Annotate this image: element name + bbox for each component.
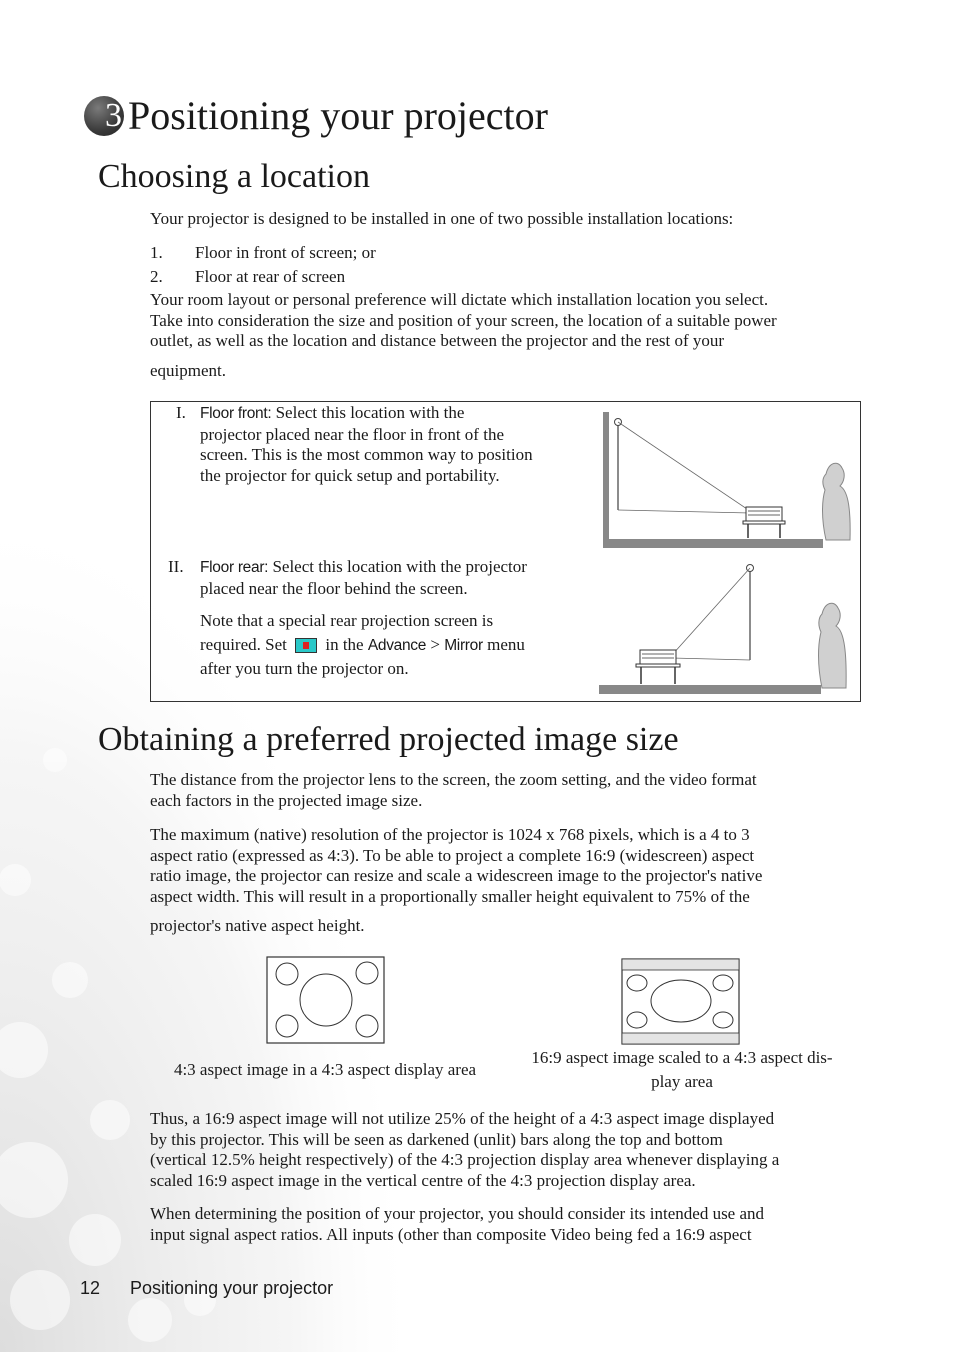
- option-label: Floor front:: [200, 405, 272, 422]
- floor-front-illustration: [600, 408, 856, 552]
- section-heading-choosing-location: Choosing a location: [98, 158, 370, 195]
- list-item-number: 2.: [150, 267, 163, 286]
- section-heading-image-size: Obtaining a preferred projected image size: [98, 721, 679, 758]
- body-paragraph: [150, 1109, 779, 1191]
- option-label: Floor rear:: [200, 559, 269, 576]
- text-line: by this projector. This will be seen as darkened (unlit) bars along the top and bottom: [150, 1129, 723, 1149]
- diagram-caption: [506, 1046, 858, 1094]
- text-line: each factors in the projected image size.: [150, 790, 423, 810]
- text-line: Select this location with the projector: [272, 557, 527, 576]
- page-number: 12: [80, 1278, 101, 1298]
- option-roman-numeral: II.: [168, 557, 184, 576]
- text-line: play area: [651, 1072, 713, 1091]
- text-line: aspect ratio (expressed as 4:3). To be able to project a complete 16:9 (widescreen) aspect: [150, 845, 755, 865]
- text-line: menu: [487, 634, 525, 654]
- text-line: Take into consideration the size and position of your screen, the location of a suitable power: [150, 310, 777, 330]
- floor-rear-illustration: [596, 560, 856, 696]
- aspect-16-9-diagram: [621, 958, 741, 1046]
- body-paragraph: [150, 825, 762, 907]
- list-item: Floor at rear of screen: [195, 267, 346, 286]
- rear-projection-note: [200, 611, 590, 680]
- text-line: The maximum (native) resolution of the projector is 1024 x 768 pixels, which is a 4 to 3: [150, 825, 750, 844]
- text-line: projector placed near the floor in front of the: [200, 424, 504, 444]
- intro-text: Your projector is designed to be installed in one of two possible installation locations:: [150, 209, 734, 228]
- option-roman-numeral: I.: [176, 403, 186, 422]
- text-line: equipment.: [150, 361, 227, 380]
- text-line: in the: [325, 634, 364, 654]
- text-line: The distance from the projector lens to the screen, the zoom setting, and the video format: [150, 770, 757, 789]
- text-line: after you turn the projector on.: [200, 659, 409, 678]
- text-line: placed near the floor behind the screen.: [200, 578, 468, 598]
- text-line: Select this location with the: [275, 403, 465, 422]
- text-line: projector's native aspect height.: [150, 916, 365, 935]
- text-line: screen. This is the most common way to position: [200, 445, 533, 464]
- menu-name-advance: Advance: [367, 636, 427, 654]
- body-paragraph: [150, 290, 777, 352]
- text-line: 16:9 aspect image scaled to a 4:3 aspect dis-: [531, 1048, 833, 1067]
- menu-name-mirror: Mirror: [444, 636, 483, 654]
- body-paragraph: [150, 770, 757, 811]
- option-floor-rear: [200, 557, 590, 599]
- text-line: the projector for quick setup and portability.: [200, 465, 500, 485]
- text-line: outlet, as well as the location and distance between the projector and the rest of your: [150, 331, 725, 350]
- text-line: ratio image, the projector can resize and scale a widescreen image to the projector's native: [150, 866, 763, 885]
- body-paragraph: [150, 1204, 764, 1245]
- page-footer: [80, 1278, 333, 1299]
- text-line: scaled 16:9 aspect image in the vertical centre of the 4:3 projection display area.: [150, 1170, 696, 1190]
- diagram-caption: 4:3 aspect image in a 4:3 aspect display area: [173, 1060, 477, 1079]
- text-line: (vertical 12.5% height respectively) of the 4:3 projection display area whenever displaying a: [150, 1150, 780, 1169]
- list-item-number: 1.: [150, 243, 163, 262]
- mirror-menu-icon: [295, 638, 317, 653]
- text-line: input signal aspect ratios. All inputs (other than composite Video being fed a 16:9 aspect: [150, 1224, 752, 1244]
- list-item: Floor in front of screen; or: [195, 243, 376, 262]
- text-line: aspect width. This will result in a proportionally smaller height equivalent to 75% of the: [150, 886, 750, 906]
- footer-section-title: Positioning your projector: [130, 1278, 334, 1298]
- text-line: required. Set: [200, 634, 287, 654]
- text-line: Your room layout or personal preference will dictate which installation location you select.: [150, 290, 769, 309]
- aspect-4-3-diagram: [266, 956, 386, 1046]
- option-floor-front: [200, 403, 590, 486]
- text-line: Thus, a 16:9 aspect image will not utilize 25% of the height of a 4:3 aspect image displayed: [150, 1109, 775, 1128]
- chapter-number-badge: 3: [84, 96, 124, 136]
- menu-separator: >: [430, 634, 440, 654]
- chapter-title: Positioning your projector: [128, 93, 548, 138]
- text-line: When determining the position of your projector, you should consider its intended use and: [150, 1204, 765, 1223]
- text-line: Note that a special rear projection screen is: [200, 611, 494, 630]
